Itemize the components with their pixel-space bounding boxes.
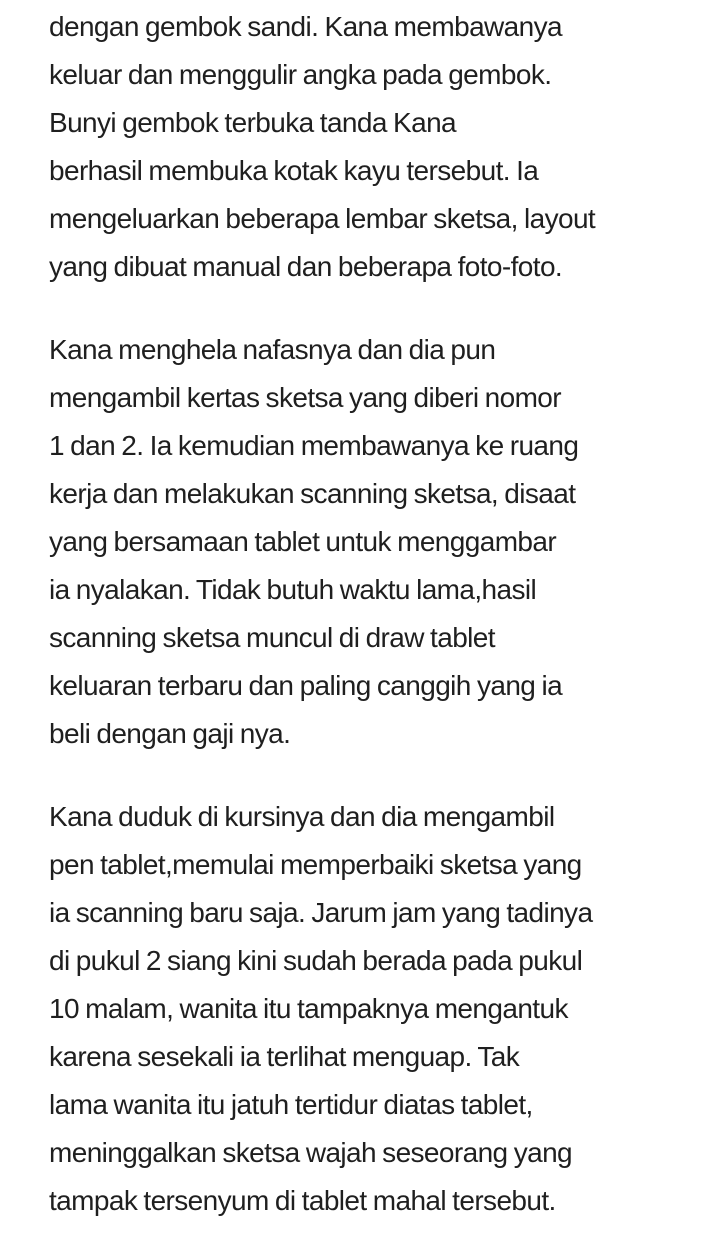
paragraph-3	[49, 793, 669, 1225]
text-line: Bunyi gembok terbuka tanda Kana	[49, 107, 457, 138]
paragraph-1	[49, 3, 669, 291]
text-line: 10 malam, wanita itu tampaknya mengantuk	[49, 993, 568, 1024]
text-line: di pukul 2 siang kini sudah berada pada pukul	[49, 945, 583, 976]
text-line: pen tablet,memulai memperbaiki sketsa yang	[49, 849, 582, 880]
text-line: keluaran terbaru dan paling canggih yang ia	[49, 670, 563, 701]
text-line: lama wanita itu jatuh tertidur diatas tablet,	[49, 1089, 533, 1120]
text-line: berhasil membuka kotak kayu tersebut. Ia	[49, 155, 539, 186]
text-line: Kana menghela nafasnya dan dia pun	[49, 334, 496, 365]
text-line: Kana duduk di kursinya dan dia mengambil	[49, 801, 555, 832]
text-line: ia scanning baru saja. Jarum jam yang tadinya	[49, 897, 593, 928]
text-line: mengeluarkan beberapa lembar sketsa, layout	[49, 203, 596, 234]
text-line: dengan gembok sandi. Kana membawanya	[49, 11, 562, 42]
text-line: mengambil kertas sketsa yang diberi nomor	[49, 382, 561, 413]
text-line: yang dibuat manual dan beberapa foto-foto.	[49, 251, 563, 282]
text-line: beli dengan gaji nya.	[49, 718, 291, 749]
story-text	[49, 3, 669, 1260]
text-line: kerja dan melakukan scanning sketsa, disaat	[49, 478, 576, 509]
text-line: yang bersamaan tablet untuk menggambar	[49, 526, 557, 557]
text-line: ia nyalakan. Tidak butuh waktu lama,hasil	[49, 574, 537, 605]
text-line: scanning sketsa muncul di draw tablet	[49, 622, 495, 653]
text-line: 1 dan 2. Ia kemudian membawanya ke ruang	[49, 430, 579, 461]
text-line: tampak tersenyum di tablet mahal tersebut.	[49, 1185, 556, 1216]
text-line: meninggalkan sketsa wajah seseorang yang	[49, 1137, 573, 1168]
text-line: karena sesekali ia terlihat menguap. Tak	[49, 1041, 520, 1072]
paragraph-2	[49, 326, 669, 758]
text-line: keluar dan menggulir angka pada gembok.	[49, 59, 552, 90]
